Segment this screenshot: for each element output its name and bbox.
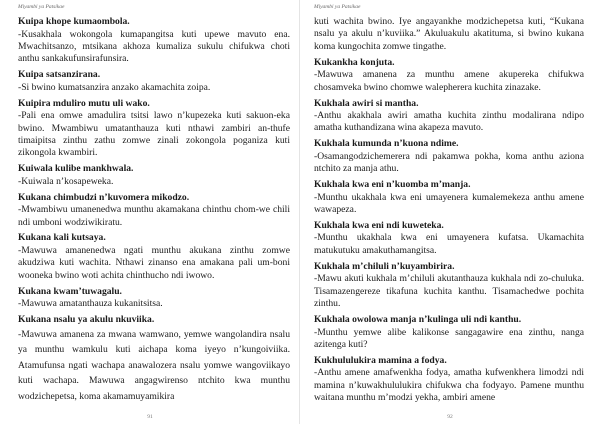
proverb-term: Kukankha konjuta. [314,56,395,68]
running-header: Miyambi ya Patsikae [18,4,65,10]
proverb-entry [18,69,290,94]
proverb-definition: -Kuiwala n’kosapeweka. [18,175,114,187]
proverb-term: Kuipa satsanzirana. [18,69,101,81]
proverb-definition: -Mawu akuti kukhala m’chiluli akutanthauza kukhala ndi zo-chuluka. Tisamazengereze tikafuna kuchita kanthu. Tisamachedwe pochita zinthu. [314,273,584,310]
proverb-definition: -Pali ena omwe amadulira tsitsi lawo n’kupezeka kuti sakuon-eka bwino. Mwambiwu umatanthauza kuti nthawi zambiri an-thufe timaipitsa zinthu zathu zomwe zinali zokongola poganiza kuti zikongola kwambiri. [18,110,290,159]
proverb-entry [18,163,290,188]
proverb-definition: -Mawuwa amatanthauza kukanitsitsa. [18,298,163,310]
proverb-term: Kukhala kwa eni ndi kuweteka. [314,219,444,231]
proverb-term: Kukhala kwa eni n’kuomba m’manja. [314,179,471,191]
proverb-definition: -Munthu yemwe alibe kalikonse sangagawire ena zinthu, nanga azitenga kuti? [314,326,584,350]
proverb-definition: -Kusakhala wokongola kumapangitsa kuti upewe mavuto ena. Mwachitsanzo, mtsikana akhoza kumaliza sukulu chifukwa choti anthu sankakufunsirafunsira. [18,28,290,65]
proverb-definition: -Anthu amene amafwenkha fodya, amatha kufwenkhera limodzi ndi mamina n’kuwakhululukira chifukwa cha fodyayo. Pamene munthu waitana munthu m’modzi yekha, ambiri amene [314,367,584,404]
proverb-term: Kukhala kumunda n’kuona ndime. [314,138,459,150]
page-number: 91 [147,414,153,420]
proverb-entry [314,138,584,175]
proverb-definition: -Mawuwa amanena za munthu amene akupereka chifukwa chosamveka bwino chomwe walepherera kuchita zinazake. [314,69,584,93]
proverb-term: Kukana kwam’tuwagalu. [18,285,122,297]
proverb-entry [314,57,584,94]
proverb-entry [18,16,290,66]
proverb-definition: -Anthu akakhala awiri amatha kuchita zinthu modalirana ndipo amatha kuthandizana wina akapeza mavuto. [314,110,584,134]
continued-text: kuti wachita bwino. Iye angayankhe modzichepetsa kuti, “Kukana nsalu ya akulu n’kuviika.” Akuluakulu akatituma, si bwino kukana koma kungochita zomwe tingathe. [314,16,584,52]
proverb-definition: -Osamangodzichemerera ndi pakamwa pokha, koma anthu aziona ntchito za manja athu. [314,150,584,175]
proverb-definition: -Mawuwa amanenedwa ngati munthu akukana zinthu zomwe akudziwa kuti wachita. Nthawi zinanso ena amakana pali um-boni wooneka bwino woti achita chinthucho ndi iwowo. [18,244,290,281]
proverb-entry [314,98,584,135]
proverb-term: Kukhala awiri si mantha. [314,97,419,109]
proverb-term: Kuipa khope kumaombola. [18,16,130,27]
proverb-term: Kukana chimbudzi n’kuvomera mikodzo. [18,191,190,203]
proverb-term: Kuiwala kulibe mankhwala. [18,163,134,175]
proverb-entry [18,98,290,160]
proverb-entry [314,179,584,216]
proverb-definition: -Si bwino kumatsanzira anzako akamachita zoipa. [18,81,211,93]
proverb-entry [314,261,584,311]
proverb-definition: -Mwambiwu umanenedwa munthu akamakana chinthu chom-we chili ndi umboni wodziwikiratu. [18,204,290,228]
proverb-definition: -Munthu ukakhala kwa eni umayenera kufatsa. Ukamachita matukutuku amakuthamangitsa. [314,232,584,256]
proverb-term: Kukhululukira mamina a fodya. [314,354,447,366]
proverb-term: Kukhala m’chiluli n’kuyambirira. [314,260,455,272]
proverb-term: Kuipira mduliro mutu uli wako. [18,97,150,109]
proverb-entry [18,314,290,404]
proverb-term: Kukana kali kutsaya. [18,232,106,244]
proverb-term: Kukhala owolowa manja n’kulinga uli ndi kanthu. [314,314,522,325]
running-header: Miyambi ya Patsikae [314,4,361,10]
proverb-entry [18,232,290,282]
proverb-definition: -Munthu ukakhala kwa eni umayenera kumalemekeza anthu amene wawapeza. [314,191,584,216]
proverb-entry [314,314,584,351]
proverb-entry [314,220,584,257]
proverb-definition: -Mawuwa amanena za mwana wamwano, yemwe wangolandira nsalu ya munthu wamkulu kuti aichapa koma iyeyo n’kungoiviika. Atamufunsa ngati wachapa anawalozera nsalu yomwe wangoviikayo kuti wachapa. Mawuwa angagwirenso ntchito kwa munthu wodzichepetsa, koma akamamuyamikira [18,328,290,402]
proverb-entry [18,192,290,229]
right-page [300,0,600,424]
page-number: 92 [447,414,453,420]
proverb-entry [314,355,584,405]
proverb-entry [18,286,290,311]
proverb-term: Kukana nsalu ya akulu nkuviika. [18,314,155,326]
continued-paragraph [314,16,584,53]
